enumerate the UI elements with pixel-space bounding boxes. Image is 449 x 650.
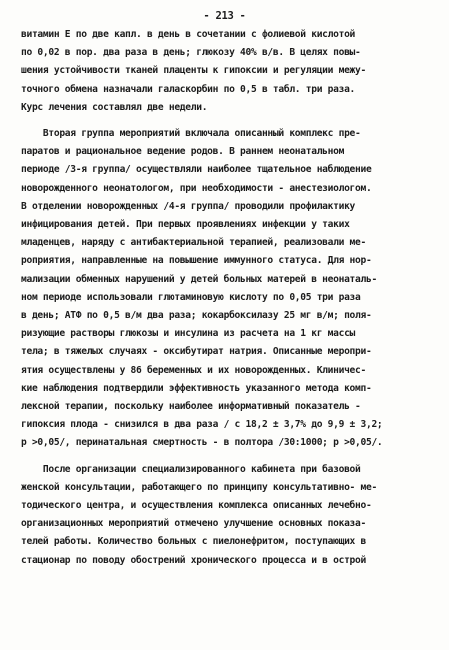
text-line: кие наблюдения подтвердили эффективность указанного метода комп- (21, 383, 372, 394)
text-line: в день; АТФ по 0,5 в/м два раза; кокарбоксилазу 25 мг в/м; поля- (21, 310, 372, 321)
text-line: мализации обменных нарушений у детей больных матерей в неонаталь- (21, 274, 377, 285)
text-line: Вторая группа мероприятий включала описанный комплекс пре- (21, 128, 361, 139)
page-number: - 213 - (203, 10, 246, 22)
text-line: организационных мероприятий отмечено улучшение основных показа- (21, 518, 366, 529)
text-line: периоде /3-я группа/ осуществляли наиболее тщательное наблюдение (21, 164, 372, 175)
text-line: шения устойчивости тканей плаценты к гипоксии и регуляции межу- (21, 65, 366, 76)
text-line: р >0,05/, перинатальная смертность - в полтора /30:1000; р >0,05/. (21, 437, 383, 448)
text-line: паратов и рациональное ведение родов. В раннем неонатальном (21, 146, 345, 157)
text-line: инфицирования детей. При первых проявлениях инфекции у таких (21, 219, 350, 230)
text-line: стационар по поводу обострений хронического процесса и в острой (21, 555, 366, 566)
text-line: точного обмена назначали галаскорбин по 0,5 в табл. три раза. (21, 84, 356, 95)
text-line: лексной терапии, поскольку наиболее информативный показатель - (21, 401, 361, 412)
text-line: гипоксия плода - снизился в два раза / с 18,2 ± 3,7% до 9,9 ± 3,2; (21, 419, 383, 430)
text-line: по 0,02 в пор. два раза в день; глюкозу 40% в/в. В целях повы- (21, 47, 361, 58)
text-line: новорожденного неонатологом, при необходимости - анестезиологом. (21, 183, 372, 194)
text-line: тодического центра, и осуществления комплекса описанных лечебно- (21, 500, 372, 511)
text-line: телей работы. Количество больных с пиелонефритом, поступающих в (21, 536, 366, 547)
text-line: витамин Е по две капл. в день в сочетании с фолиевой кислотой (21, 29, 356, 40)
text-line: ризующие растворы глюкозы и инсулина из расчета на 1 кг массы (21, 328, 356, 339)
text-line: женской консультации, работающего по принципу консультативно- ме- (21, 482, 377, 493)
text-line: младенцев, наряду с антибактериальной терапией, реализовали ме- (21, 237, 366, 248)
text-line: роприятия, направленные на повышение иммунного статуса. Для нор- (21, 255, 372, 266)
text-line: После организации специализированного кабинета при базовой (21, 464, 361, 475)
text-line: тела; в тяжелых случаях - оксибутират натрия. Описанные меропри- (21, 346, 372, 357)
text-line: В отделении новорожденных /4-я группа/ проводили профилактику (21, 201, 356, 212)
text-line: ятия осуществлены у 86 беременных и их новорожденных. Клиничес- (21, 365, 366, 376)
text-line: Курс лечения составлял две недели. (21, 102, 208, 113)
text-line: ном периоде использовали глютаминовую кислоту по 0,05 три раза (21, 292, 361, 303)
